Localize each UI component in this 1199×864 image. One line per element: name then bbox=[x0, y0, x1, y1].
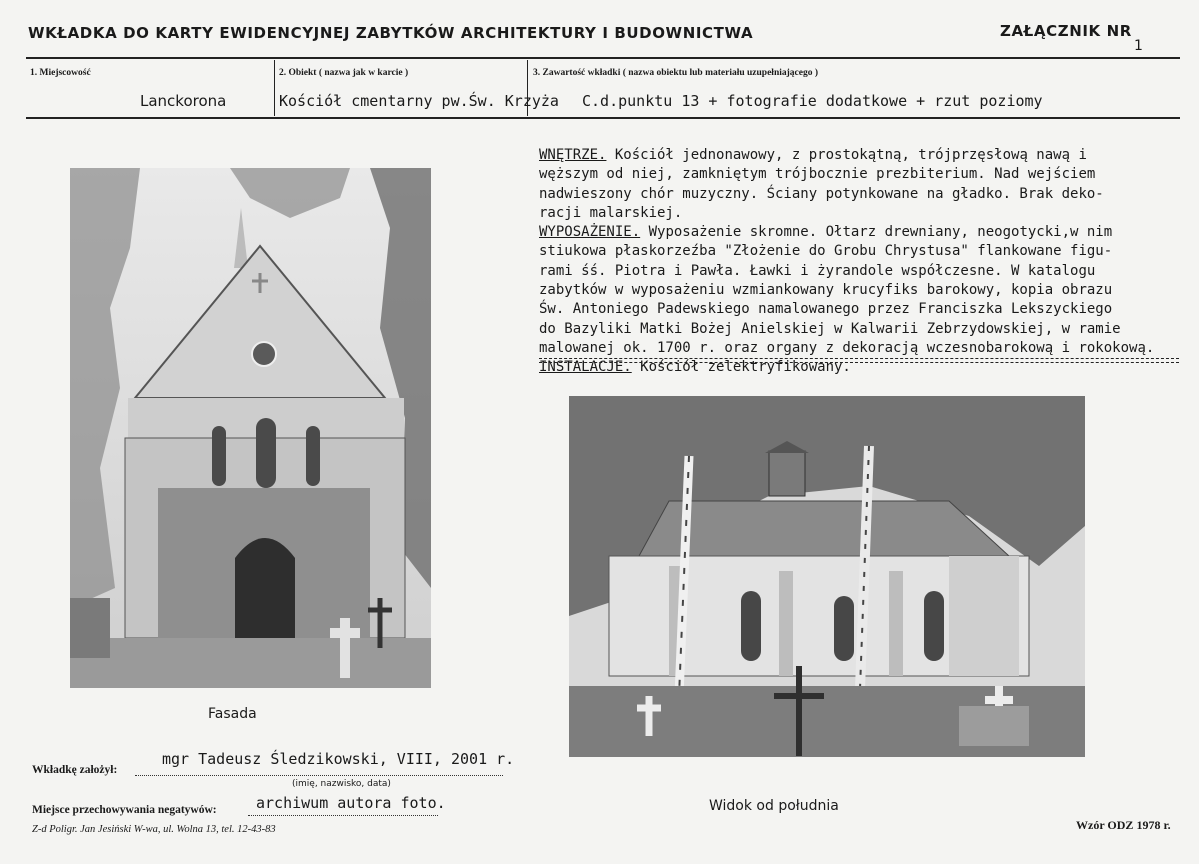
equipment-line: zabytków w wyposażeniu wzmiankowany krucyfiks barokowy, kopia obrazu bbox=[539, 282, 1113, 299]
header-bottom-rule bbox=[26, 117, 1180, 119]
equipment-line: rami śś. Piotra i Pawła. Ławki i żyrandole współczesne. W katalogu bbox=[539, 262, 1096, 279]
printer-imprint: Z-d Poligr. Jan Jesiński W-wa, ul. Wolna 13, tel. 12-43-83 bbox=[32, 824, 276, 835]
interior-line: racji malarskiej. bbox=[539, 204, 683, 221]
object-label: 2. Obiekt ( nazwa jak w karcie ) bbox=[279, 68, 409, 78]
installations-text: Kościół zelektryfikowany. bbox=[631, 359, 851, 376]
annex-number: 1 bbox=[1134, 38, 1143, 54]
facade-caption: Fasada bbox=[208, 706, 257, 722]
field-divider-1 bbox=[274, 60, 275, 116]
interior-line: nadwieszony chór muzyczny. Ściany potynkowane na gładko. Brak deko- bbox=[539, 185, 1104, 202]
equipment-line: malowanej ok. 1700 r. oraz organy z dekoracją wczesnobarokową i rokokową. bbox=[539, 339, 1155, 356]
author-label: Wkładkę założył: bbox=[32, 764, 118, 776]
header-top-rule bbox=[26, 57, 1180, 59]
negatives-label: Miejsce przechowywania negatywów: bbox=[32, 804, 217, 816]
locality-value: Lanckorona bbox=[140, 92, 227, 110]
contents-label: 3. Zawartość wkładki ( nazwa obiektu lub materiału uzupełniającego ) bbox=[533, 68, 819, 78]
negatives-dotted-line bbox=[248, 815, 438, 816]
equipment-line: Św. Antoniego Padewskiego namalowanego przez Franciszka Lekszyckiego bbox=[539, 301, 1113, 318]
south-view-caption: Widok od południa bbox=[709, 798, 839, 814]
installations-heading: INSTALACJE. bbox=[539, 359, 632, 376]
author-value: mgr Tadeusz Śledzikowski, VIII, 2001 r. bbox=[162, 750, 515, 768]
annex-label: ZAŁĄCZNIK NR bbox=[1000, 22, 1132, 40]
facade-photo bbox=[70, 168, 431, 688]
negatives-value: archiwum autora foto. bbox=[256, 794, 446, 812]
author-dotted-line bbox=[135, 775, 503, 776]
locality-label: 1. Miejscowość bbox=[30, 68, 91, 78]
contents-value: C.d.punktu 13 + fotografie dodatkowe + rzut poziomy bbox=[582, 92, 1043, 110]
object-value: Kościół cmentarny pw.Św. Krzyża bbox=[279, 92, 559, 110]
south-view-illustration bbox=[569, 396, 1085, 757]
equipment-line: do Bazyliki Matki Bożej Anielskiej w Kalwarii Zebrzydowskiej, w ramie bbox=[539, 320, 1121, 337]
description-end-rule bbox=[539, 358, 1179, 359]
author-hint: (imię, nazwisko, data) bbox=[292, 779, 391, 789]
description-end-rule-2 bbox=[539, 362, 1179, 363]
south-view-photo bbox=[569, 396, 1085, 757]
interior-line: Kościół jednonawowy, z prostokątną, trójprzęsłową nawą i bbox=[606, 147, 1087, 163]
equipment-heading: WYPOSAŻENIE. bbox=[539, 224, 641, 241]
interior-line: węższym od niej, zamkniętym trójbocznie prezbiterium. Nad wejściem bbox=[539, 166, 1096, 183]
form-title: WKŁADKA DO KARTY EWIDENCYJNEJ ZABYTKÓW ARCHITEKTURY I BUDOWNICTWA bbox=[28, 24, 754, 42]
form-pattern: Wzór ODZ 1978 r. bbox=[1076, 818, 1171, 832]
equipment-line: Wyposażenie skromne. Ołtarz drewniany, neogotycki,w nim bbox=[640, 224, 1113, 241]
description-block bbox=[539, 146, 1179, 378]
equipment-line: stiukowa płaskorzeźba "Złożenie do Grobu Chrystusa" flankowane figu- bbox=[539, 243, 1113, 260]
facade-illustration bbox=[70, 168, 431, 688]
interior-heading: WNĘTRZE. bbox=[539, 147, 607, 163]
